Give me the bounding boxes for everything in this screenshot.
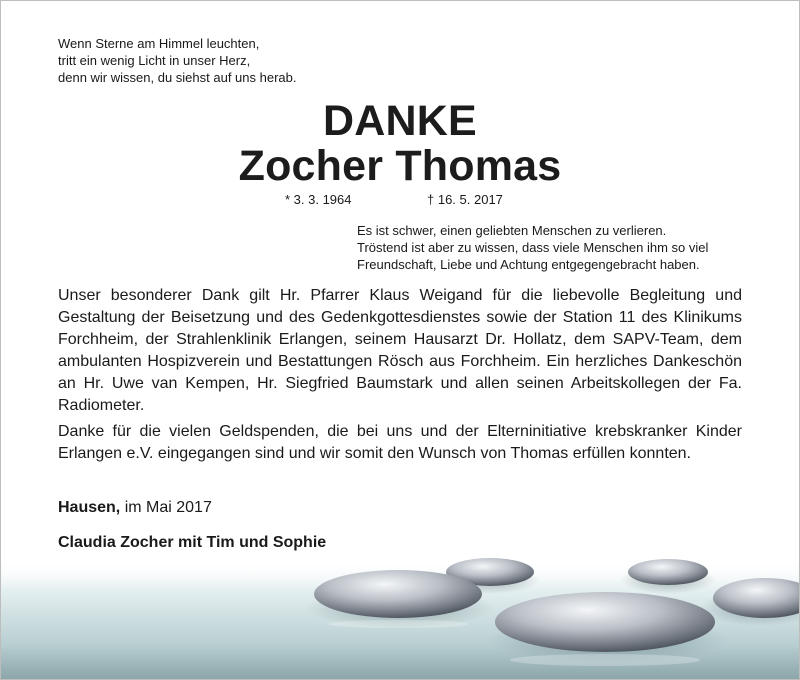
place: Hausen, [58, 499, 121, 516]
thanks-paragraph: Unser besonderer Dank gilt Hr. Pfarrer Klaus Weigand für die liebevolle Begleitung und Gestaltung der Beisetzung und des Gedenkgottesdienstes sowie der Station 11 des Klinikums Forchheim, der Strahlenklinik Erlangen, seinem Hausarzt Dr. Hollatz, dem SAPV-Team, dem ambulanten Hospizverein und Bestattungen Rösch aus Forchheim. Ein herzliches Dankeschön an Hr. Uwe van Kempen, Hr. Siegfried Baumstark und allen seinen Arbeitskollegen der Fa. Radiometer. [58, 287, 742, 414]
date: im Mai 2017 [124, 499, 212, 516]
quote-line: Es ist schwer, einen geliebten Menschen zu verlieren. [357, 223, 667, 238]
consolation-quote [357, 222, 708, 273]
quote-line: Freundschaft, Liebe und Achtung entgegengebracht haben. [357, 257, 700, 272]
poem [58, 35, 296, 86]
deceased-name: Zocher Thomas [238, 142, 562, 190]
death-date: † 16. 5. 2017 [427, 192, 503, 207]
birth-date: * 3. 3. 1964 [285, 192, 352, 207]
poem-line: tritt ein wenig Licht in unser Herz, [58, 53, 251, 68]
poem-line: denn wir wissen, du siehst auf uns herab. [58, 70, 297, 85]
poem-line: Wenn Sterne am Himmel leuchten, [58, 36, 260, 51]
place-and-date [58, 498, 212, 518]
headline-danke: DANKE [323, 97, 477, 145]
donations-paragraph: Danke für die vielen Geldspenden, die bei uns und der Elterninitiative krebskranker Kinder Erlangen e.V. eingegangen sind und wir somit den Wunsch von Thomas erfüllen konnten. [58, 423, 742, 462]
signature: Claudia Zocher mit Tim und Sophie [58, 534, 327, 551]
quote-line: Tröstend ist aber zu wissen, dass viele Menschen ihm so viel [357, 240, 709, 255]
